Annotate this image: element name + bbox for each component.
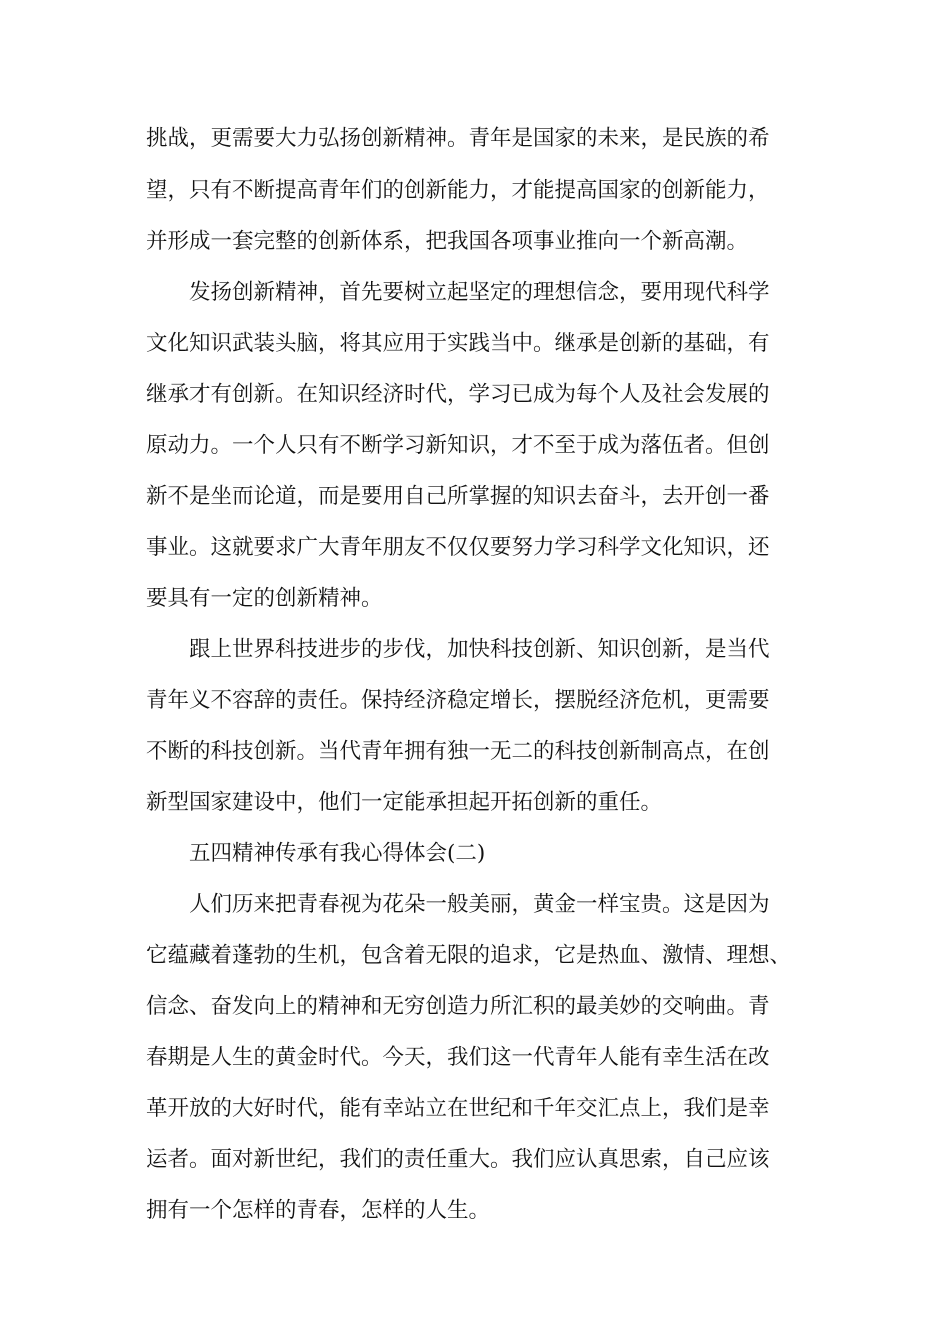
- paragraph-line: 信念、奋发向上的精神和无穷创造力所汇积的最美妙的交响曲。青: [146, 994, 770, 1019]
- paragraph-line: 新不是坐而论道，而是要用自己所掌握的知识去奋斗，去开创一番: [146, 484, 770, 509]
- paragraph-line: 人们历来把青春视为花朵一般美丽，黄金一样宝贵。这是因为: [189, 892, 770, 917]
- paragraph-line: 发扬创新精神，首先要树立起坚定的理想信念，要用现代科学: [189, 280, 770, 305]
- paragraph-line: 继承才有创新。在知识经济时代，学习已成为每个人及社会发展的: [146, 382, 770, 407]
- paragraph-line: 青年义不容辞的责任。保持经济稳定增长，摆脱经济危机，更需要: [146, 688, 770, 713]
- paragraph-line: 革开放的大好时代，能有幸站立在世纪和千年交汇点上，我们是幸: [146, 1096, 770, 1121]
- paragraph-line: 文化知识武装头脑，将其应用于实践当中。继承是创新的基础，有: [146, 331, 770, 356]
- paragraph-line: 运者。面对新世纪，我们的责任重大。我们应认真思索，自己应该: [146, 1147, 770, 1172]
- paragraph-line: 望，只有不断提高青年们的创新能力，才能提高国家的创新能力，: [146, 178, 770, 203]
- paragraph-line: 拥有一个怎样的青春，怎样的人生。: [146, 1198, 491, 1223]
- paragraph-line: 新型国家建设中，他们一定能承担起开拓创新的重任。: [146, 790, 663, 815]
- paragraph-line: 要具有一定的创新精神。: [146, 586, 383, 611]
- paragraph-line: 并形成一套完整的创新体系，把我国各项事业推向一个新高潮。: [146, 229, 749, 254]
- paragraph-line: 跟上世界科技进步的步伐，加快科技创新、知识创新，是当代: [189, 637, 770, 662]
- paragraph-line: 事业。这就要求广大青年朋友不仅仅要努力学习科学文化知识，还: [146, 535, 770, 560]
- section-heading: 五四精神传承有我心得体会(二): [189, 841, 486, 866]
- paragraph-line: 原动力。一个人只有不断学习新知识，才不至于成为落伍者。但创: [146, 433, 770, 458]
- paragraph-line: 挑战，更需要大力弘扬创新精神。青年是国家的未来，是民族的希: [146, 126, 770, 151]
- paragraph-line: 不断的科技创新。当代青年拥有独一无二的科技创新制高点，在创: [146, 739, 770, 764]
- paragraph-line: 它蕴藏着蓬勃的生机，包含着无限的追求，它是热血、激情、理想、: [146, 943, 792, 968]
- paragraph-line: 春期是人生的黄金时代。今天，我们这一代青年人能有幸生活在改: [146, 1045, 770, 1070]
